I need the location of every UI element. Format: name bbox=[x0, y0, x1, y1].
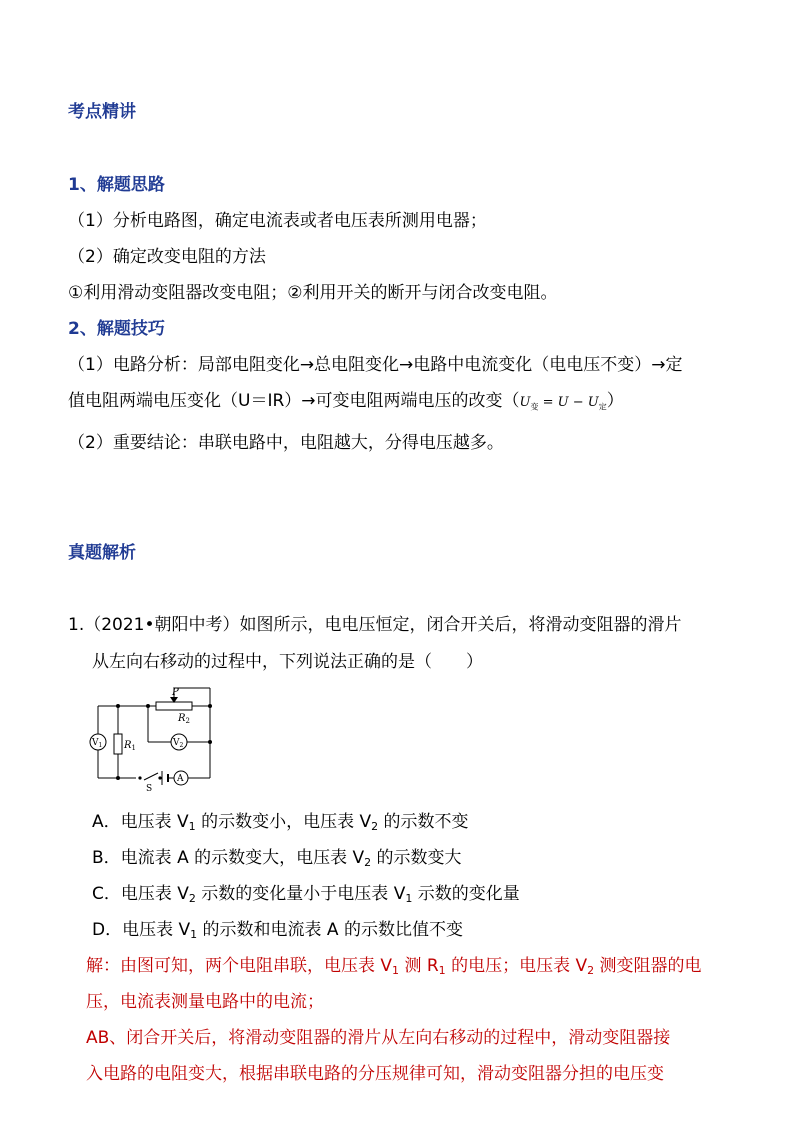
heading-solving-tips: 2、解题技巧 bbox=[68, 319, 165, 339]
question-stem-line2: 从左向右移动的过程中，下列说法正确的是（ ） bbox=[92, 652, 483, 672]
solution-line4: 入电路的电阻变大，根据串联电路的分压规律可知，滑动变阻器分担的电压变 bbox=[86, 1064, 664, 1084]
resistor-r1 bbox=[114, 734, 122, 754]
paragraph-step-1: （1）分析电路图，确定电流表或者电压表所测用电器； bbox=[68, 211, 487, 231]
circuit-diagram bbox=[86, 684, 216, 794]
heading-solving-approach: 1、解题思路 bbox=[68, 175, 165, 195]
label-r2: $R_2$ bbox=[178, 713, 190, 725]
option-d: D．电压表 $V_1$ 的示数和电流表 A 的示数比值不变 bbox=[92, 920, 463, 941]
section-title-exam-analysis: 真题解析 bbox=[68, 543, 136, 563]
label-p: P bbox=[172, 687, 179, 698]
option-c: C．电压表 $V_2$ 示数的变化量小于电压表 $V_1$ 示数的变化量 bbox=[92, 884, 520, 905]
label-v2: $V_2$ bbox=[173, 738, 184, 749]
solution-line2: 压，电流表测量电路中的电流； bbox=[86, 992, 324, 1012]
option-b: B．电流表 A 的示数变大，电压表 $V_2$ 的示数变大 bbox=[92, 848, 462, 869]
label-r1: $R_1$ bbox=[124, 740, 136, 752]
label-v1: $V_1$ bbox=[92, 738, 103, 749]
paragraph-conclusion: （2）重要结论：串联电路中，电阻越大，分得电压越多。 bbox=[68, 433, 504, 453]
option-a: A．电压表 $V_1$ 的示数变小，电压表 $V_2$ 的示数不变 bbox=[92, 812, 469, 833]
resistor-r2 bbox=[156, 702, 192, 710]
voltage-formula: $U_变 = U - U_定$ bbox=[519, 395, 607, 412]
paragraph-methods: ①利用滑动变阻器改变电阻；②利用开关的断开与闭合改变电阻。 bbox=[68, 283, 558, 303]
analysis-text: 值电阻两端电压变化（U＝IR）→可变电阻两端电压的改变（ bbox=[68, 391, 520, 411]
question-stem-line1: 1.（2021•朝阳中考）如图所示，电电压恒定，闭合开关后，将滑动变阻器的滑片 bbox=[68, 615, 682, 635]
solution-line1: 解：由图可知，两个电阻串联，电压表 $V_1$ 测 $R_1$ 的电压；电压表 $V_2$ 测变阻器的电 bbox=[86, 956, 702, 977]
section-title-key-points: 考点精讲 bbox=[68, 102, 136, 122]
label-s: S bbox=[146, 784, 153, 794]
paragraph-step-2: （2）确定改变电阻的方法 bbox=[68, 247, 266, 267]
label-a: A bbox=[177, 774, 184, 784]
paragraph-analysis-line1: （1）电路分析：局部电阻变化→总电阻变化→电路中电流变化（电电压不变）→定 bbox=[68, 355, 683, 375]
solution-line3: AB、闭合开关后，将滑动变阻器的滑片从左向右移动的过程中，滑动变阻器接 bbox=[86, 1028, 671, 1048]
paragraph-analysis-line2: 值电阻两端电压变化（U＝IR）→可变电阻两端电压的改变$(U_变 = U - U_定)$ bbox=[68, 391, 624, 412]
